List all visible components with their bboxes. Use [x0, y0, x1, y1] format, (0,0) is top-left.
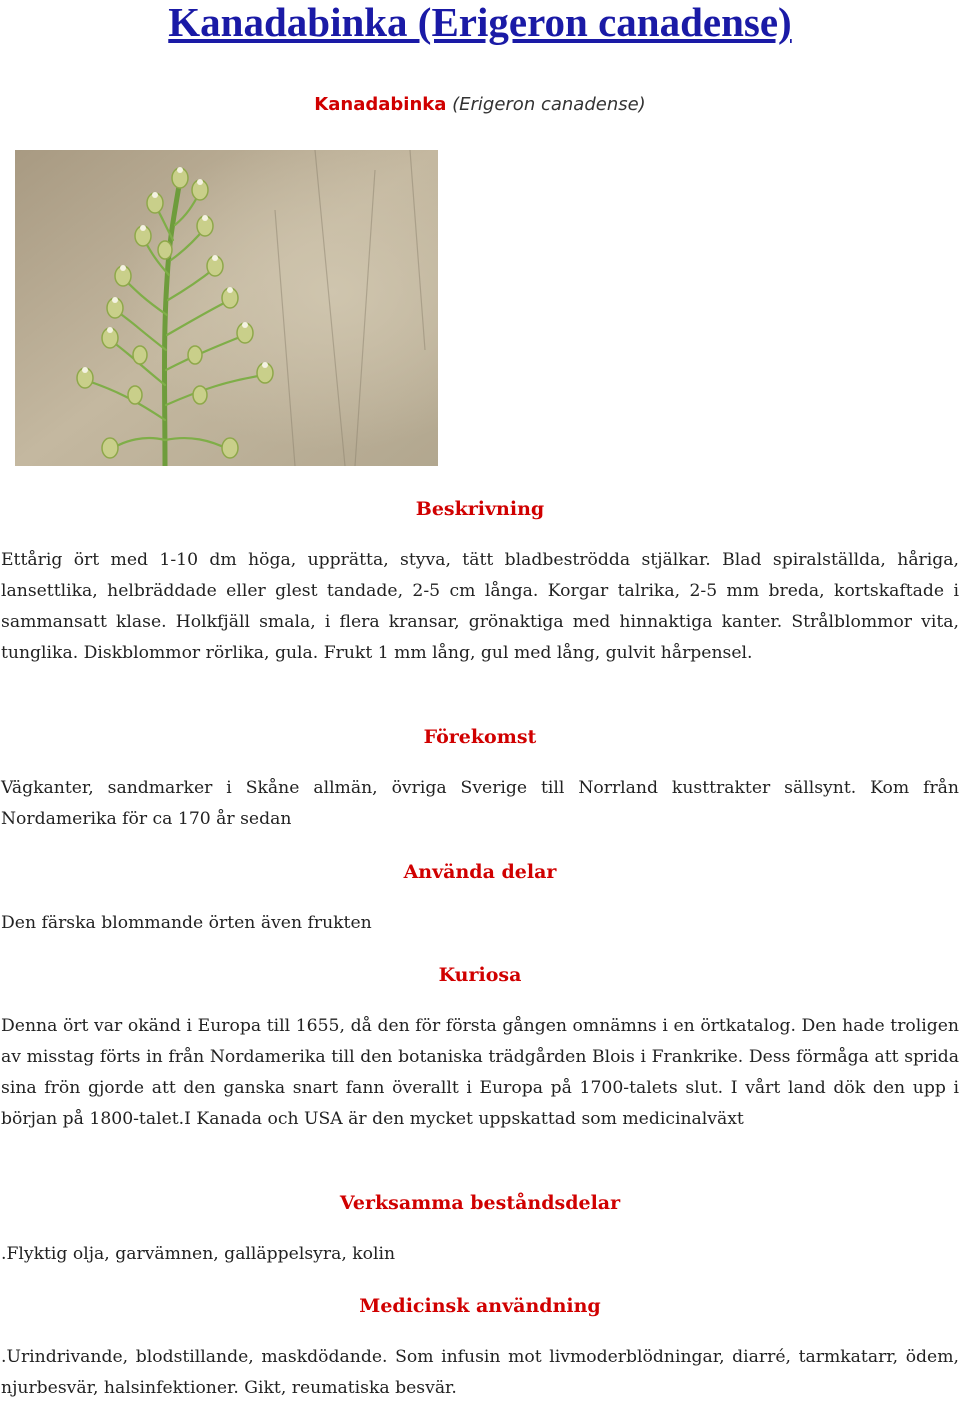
heading-beskrivning: Beskrivning: [415, 498, 545, 520]
page-title[interactable]: Kanadabinka (Erigeron canadense): [168, 0, 792, 45]
heading-forekomst: Förekomst: [423, 726, 537, 748]
heading-medicinsk: Medicinsk användning: [359, 1295, 601, 1317]
text-kuriosa: Denna ört var okänd i Europa till 1655, då den för första gången omnämns i en örtkatalog. Den hade troligen av misstag förts in från Nordamerika till den botaniska trädgården Blois i Frankrike. Dess förmåga att sprida sina frön gjorde att den ganska snart fann överallt i Europa på 1700-talets slut. I vårt land dök den upp i början på 1800-talet.I Kanada och USA är den mycket uppskattad som medicinalväxt: [1, 1016, 959, 1129]
heading-verksamma: Verksamma beståndsdelar: [339, 1192, 621, 1214]
text-verksamma: .Flyktig olja, garvämnen, galläppelsyra, kolin: [1, 1244, 396, 1264]
text-anvanda-delar: Den färska blommande örten även frukten: [1, 913, 372, 933]
plant-photo-icon: [15, 150, 438, 466]
text-medicinsk: .Urindrivande, blodstillande, maskdödande. Som infusin mot livmoderblödningar, diarré, tarmkatarr, ödem, njurbesvär, halsinfektioner. Gikt, reumatiska besvär.: [1, 1347, 959, 1398]
text-beskrivning: Ettårig ört med 1-10 dm höga, upprätta, styva, tätt bladbeströdda stjälkar. Blad spiralställda, håriga, lansettlika, helbräddade eller glest tandade, 2-5 cm långa. Korgar talrika, 2-5 mm breda, kortskaftade i sammansatt klase. Holkfjäll smala, i flera kransar, grönaktiga med hinnaktiga kanter. Strålblommor vita, tunglika. Diskblommor rörlika, gula. Frukt 1 mm lång, gul med lång, gulvit hårpensel.: [1, 550, 959, 663]
plant-photo: [15, 150, 438, 466]
subtitle: [0, 93, 960, 117]
text-forekomst: Vägkanter, sandmarker i Skåne allmän, övriga Sverige till Norrland kusttrakter sällsynt. Kom från Nordamerika för ca 170 år sedan: [1, 778, 959, 829]
subtitle-common-name: Kanadabinka: [314, 94, 447, 115]
heading-kuriosa: Kuriosa: [438, 964, 522, 986]
heading-anvanda-delar: Använda delar: [403, 861, 557, 883]
subtitle-latin-name: (Erigeron canadense): [452, 94, 646, 115]
